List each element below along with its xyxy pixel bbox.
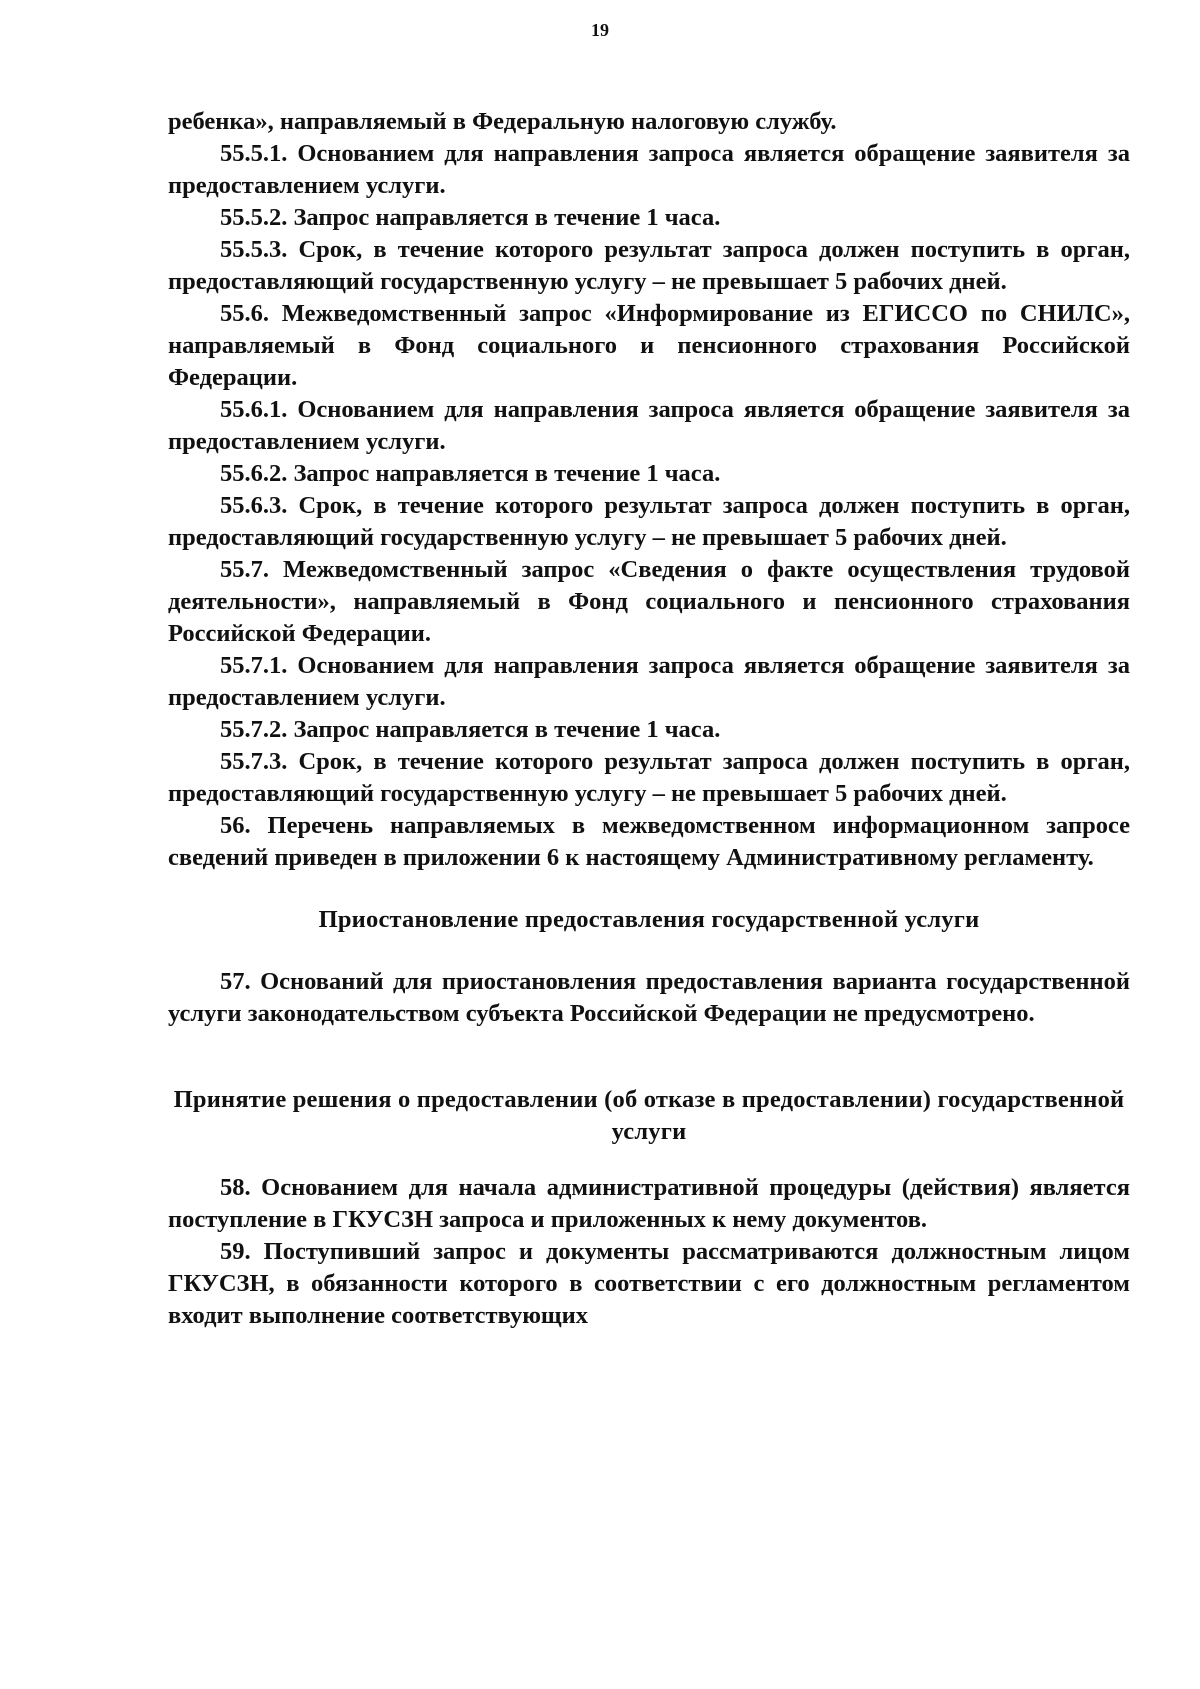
section-heading-decision: Принятие решения о предоставлении (об отказе в предоставлении) государственной услуги: [173, 1086, 1125, 1145]
paragraph-59: 59. Поступивший запрос и документы рассматриваются должностным лицом ГКУСЗН, в обязанности которого в соответствии с его должностным регламентом входит выполнение соответствующих: [168, 1238, 1130, 1329]
paragraph-55-6-3: 55.6.3. Срок, в течение которого результат запроса должен поступить в орган, предоставляющий государственную услугу – не превышает 5 рабочих дней.: [168, 492, 1130, 551]
paragraph-56: 56. Перечень направляемых в межведомственном информационном запросе сведений приведен в приложении 6 к настоящему Административному регламенту.: [168, 812, 1130, 871]
section-heading-suspension: Приостановление предоставления государственной услуги: [318, 906, 980, 933]
paragraph-55-7-1: 55.7.1. Основанием для направления запроса является обращение заявителя за предоставлением услуги.: [168, 652, 1130, 711]
spacer: [168, 936, 1130, 966]
spacer: [168, 1060, 1130, 1084]
paragraph-55-5-1: 55.5.1. Основанием для направления запроса является обращение заявителя за предоставлением услуги.: [168, 140, 1130, 199]
spacer: [168, 874, 1130, 904]
paragraph-55-6-2: 55.6.2. Запрос направляется в течение 1 часа.: [220, 460, 721, 487]
spacer: [168, 1148, 1130, 1172]
paragraph-55-6-1: 55.6.1. Основанием для направления запроса является обращение заявителя за предоставлением услуги.: [168, 396, 1130, 455]
document-body: [168, 106, 1130, 1332]
paragraph-55-5-2: 55.5.2. Запрос направляется в течение 1 часа.: [220, 204, 721, 231]
paragraph-continuation: ребенка», направляемый в Федеральную налоговую службу.: [168, 108, 837, 135]
page-number: 19: [591, 20, 609, 40]
paragraph-55-6: 55.6. Межведомственный запрос «Информирование из ЕГИССО по СНИЛС», направляемый в Фонд социального и пенсионного страхования Российской Федерации.: [168, 300, 1130, 391]
spacer: [168, 1030, 1130, 1060]
paragraph-55-7: 55.7. Межведомственный запрос «Сведения о факте осуществления трудовой деятельности», направляемый в Фонд социального и пенсионного страхования Российской Федерации.: [168, 556, 1130, 647]
paragraph-55-7-2: 55.7.2. Запрос направляется в течение 1 часа.: [220, 716, 721, 743]
paragraph-57: 57. Оснований для приостановления предоставления варианта государственной услуги законодательством субъекта Российской Федерации не предусмотрено.: [168, 968, 1130, 1027]
paragraph-58: 58. Основанием для начала административной процедуры (действия) является поступление в ГКУСЗН запроса и приложенных к нему документов.: [168, 1174, 1130, 1233]
paragraph-55-5-3: 55.5.3. Срок, в течение которого результат запроса должен поступить в орган, предоставляющий государственную услугу – не превышает 5 рабочих дней.: [168, 236, 1130, 295]
paragraph-55-7-3: 55.7.3. Срок, в течение которого результат запроса должен поступить в орган, предоставляющий государственную услугу – не превышает 5 рабочих дней.: [168, 748, 1130, 807]
